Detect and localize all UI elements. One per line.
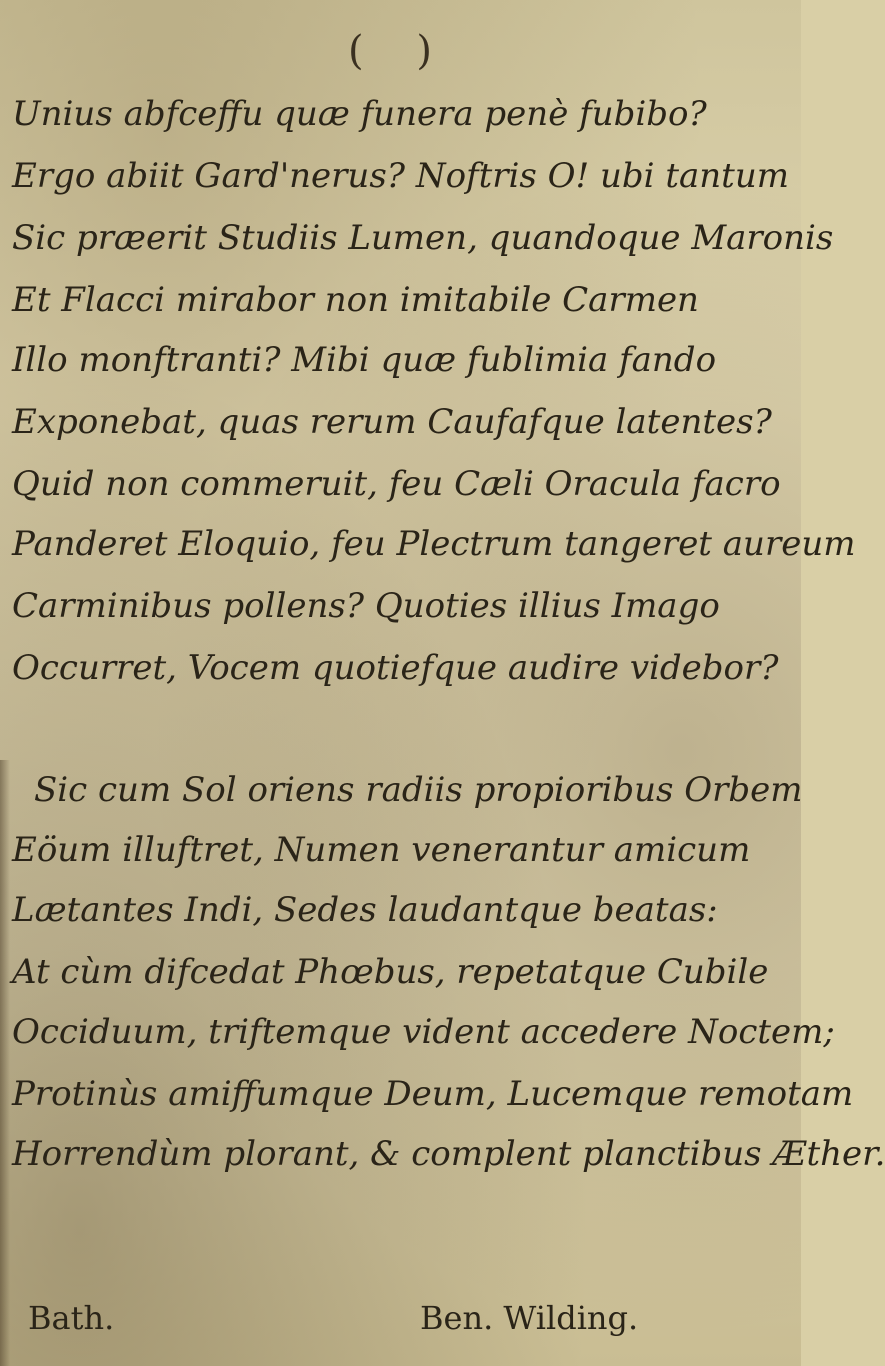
verse-line: Quid non commeruit, feu Cæli Oracula facro (12, 464, 781, 504)
verse-line: Panderet Eloquio, feu Plectrum tangeret aureum (12, 524, 856, 564)
verse-line: Lætantes Indi, Sedes laudantque beatas: (12, 890, 718, 930)
verse-line: Eöum illuftret, Numen venerantur amicum (12, 830, 751, 870)
verse-line: Occiduum, triftemque vident accedere Noctem; (12, 1012, 835, 1052)
verse-line: Exponebat, quas rerum Caufafque latentes? (12, 402, 772, 442)
headpiece-ornament: ( ) (348, 28, 452, 74)
page-edge-shadow (0, 760, 10, 1366)
verse-line: Et Flacci mirabor non imitabile Carmen (12, 280, 699, 320)
verse-line: Horrendùm plorant, & complent planctibus Æther. (12, 1134, 885, 1174)
verse-line: Carminibus pollens? Quoties illius Imago (12, 586, 720, 626)
verse-line: Ergo abiit Gard'nerus? Noftris O! ubi tantum (12, 156, 789, 196)
verse-line: Sic præerit Studiis Lumen, quandoque Maronis (12, 218, 834, 258)
verse-line: At cùm difcedat Phœbus, repetatque Cubile (12, 952, 769, 992)
verse-line: Sic cum Sol oriens radiis propioribus Orbem (34, 770, 803, 810)
verse-line: Occurret, Vocem quotiefque audire videbor? (12, 648, 779, 688)
author-signature: Ben. Wilding. (420, 1299, 639, 1337)
verse-line: Protinùs amiffumque Deum, Lucemque remotam (12, 1074, 854, 1114)
verse-line: Illo monftranti? Mibi quæ fublimia fando (12, 340, 717, 380)
place-signature: Bath. (28, 1299, 115, 1337)
verse-line: Unius abfceffu quæ funera penè fubibo? (12, 94, 707, 134)
